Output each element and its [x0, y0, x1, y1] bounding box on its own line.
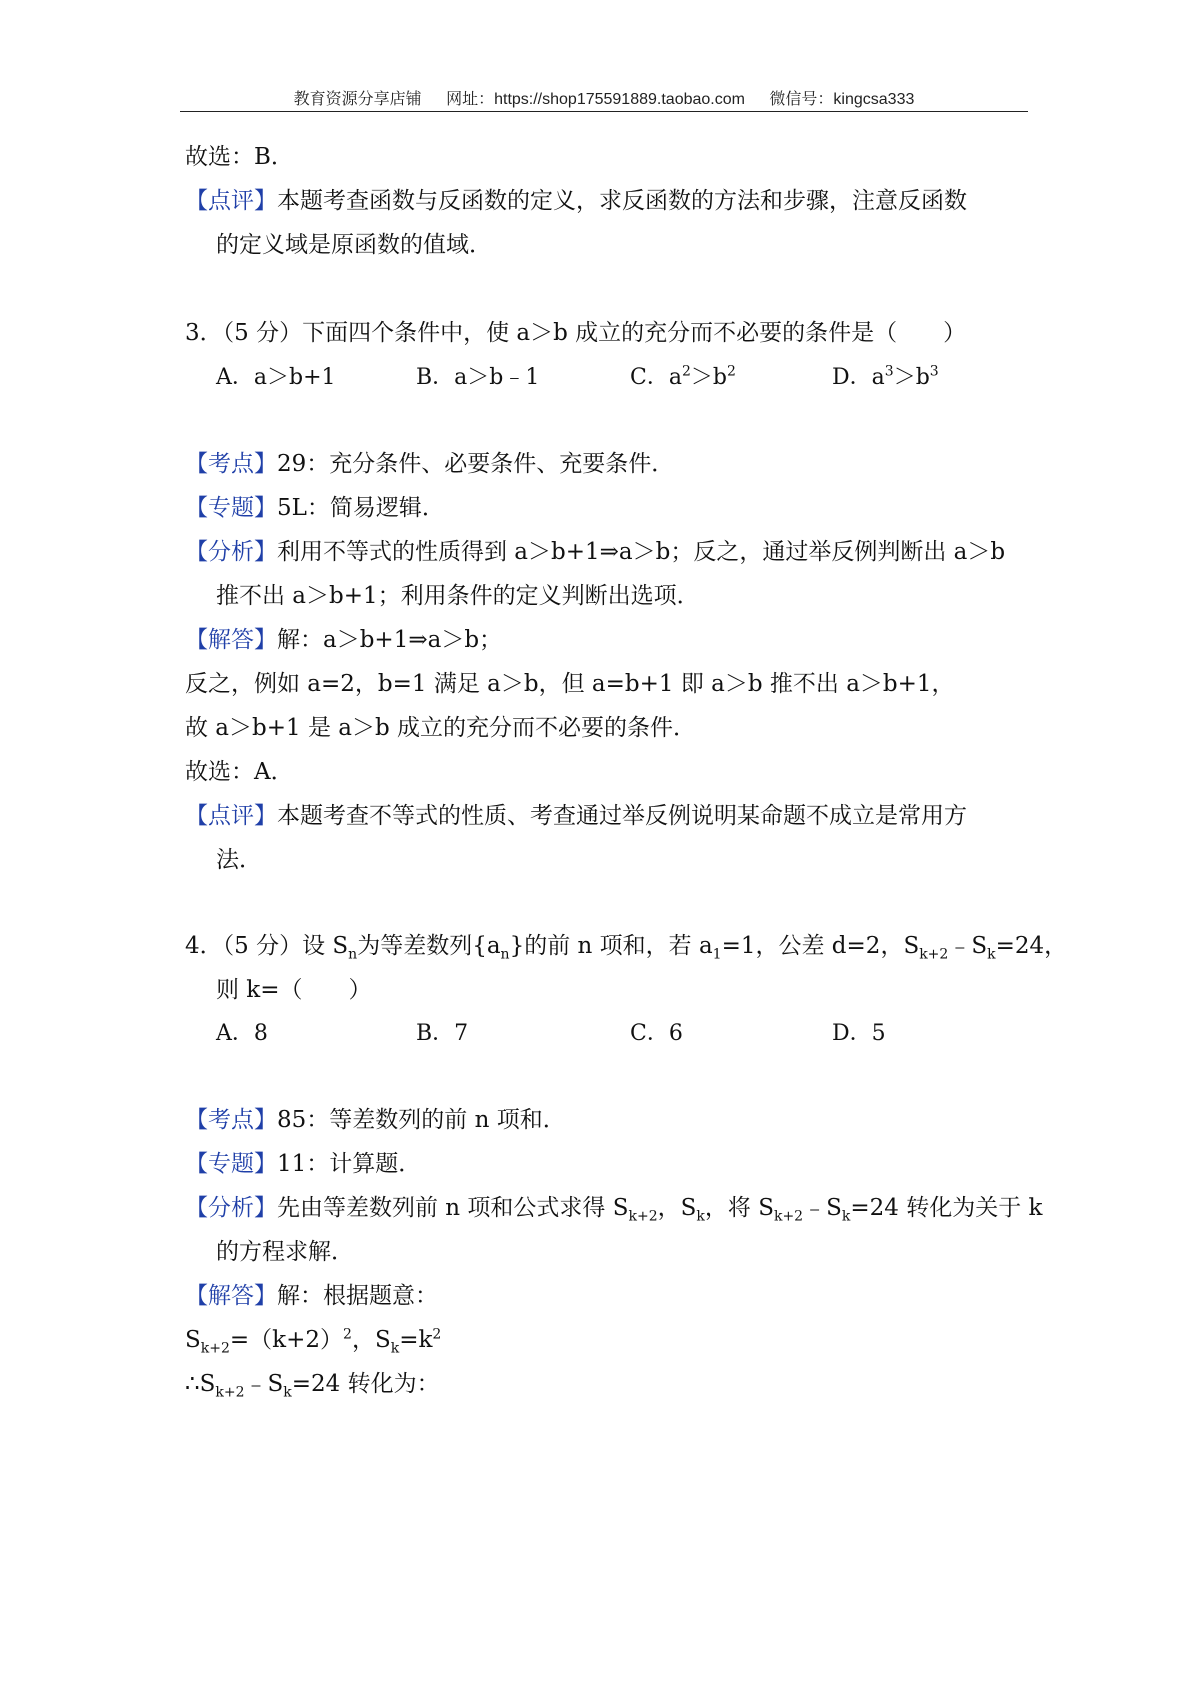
solution-tag: 【解答】 [185, 1283, 277, 1309]
sup-2: 2 [432, 1326, 442, 1343]
prev-review [185, 187, 967, 215]
shop-name: 教育资源分享店铺 [293, 91, 422, 108]
sub-n: n [348, 946, 358, 963]
q3-opt-c-mid: ＞b [690, 365, 727, 390]
sub-k: k [390, 1340, 400, 1357]
q4-topic-text: 11：计算题． [277, 1151, 422, 1177]
q4-stem-a: 4．（5 分）设 S [185, 933, 349, 959]
q4-analysis-c: ，将 S [704, 1195, 774, 1221]
sub-k: k [987, 946, 996, 963]
q4-minus: ﹣S [948, 933, 988, 959]
q3-review [185, 802, 967, 830]
q4-eq1-d: =k [399, 1327, 433, 1353]
q3-option-a: A．a＞b+1 [216, 365, 336, 390]
q4-analysis-d: =24 转化为关于 k [850, 1195, 1043, 1221]
sub-k: k [696, 1208, 705, 1225]
header-divider [180, 111, 1028, 112]
q4-stem-e: =24， [995, 933, 1068, 959]
q3-point-text: 29：充分条件、必要条件、充要条件． [277, 451, 675, 477]
solution-tag: 【解答】 [185, 627, 277, 653]
prev-review-text1: 本题考查函数与反函数的定义，求反函数的方法和步骤，注意反函数 [277, 188, 967, 214]
sub-n: n [500, 946, 510, 963]
q3-topic [185, 494, 445, 522]
q4-analysis-line2: 的方程求解． [216, 1239, 354, 1265]
q3-opt-d-mid: ＞b [893, 365, 930, 390]
q3-solution-line2: 故 a＞b+1 是 a＞b 成立的充分而不必要的条件． [185, 715, 697, 741]
q4-solution [185, 1282, 438, 1310]
q3-analysis-text1: 利用不等式的性质得到 a＞b+1⇒a＞b；反之，通过举反例判断出 a＞b [277, 539, 1006, 565]
q4-eq1-a: S [185, 1327, 201, 1353]
q3-analysis [185, 538, 1005, 566]
sub-k2: k+2 [773, 1208, 804, 1225]
q4-option-b: B．7 [416, 1021, 469, 1046]
sub-k2: k+2 [200, 1340, 230, 1357]
q4-topic [185, 1150, 421, 1178]
q3-point [185, 450, 674, 478]
analysis-tag: 【分析】 [185, 539, 277, 565]
q4-eq2 [185, 1370, 440, 1401]
sub-k: k [841, 1208, 851, 1225]
point-tag: 【考点】 [185, 451, 277, 477]
q4-eq1-b: =（k+2） [229, 1327, 344, 1353]
q3-stem: 3．（5 分）下面四个条件中，使 a＞b 成立的充分而不必要的条件是（ ） [185, 320, 967, 346]
q4-eq1 [185, 1326, 442, 1357]
q4-analysis-a: 先由等差数列前 n 项和公式求得 S [277, 1195, 629, 1221]
topic-tag: 【专题】 [185, 495, 277, 521]
q4-minus: ﹣S [803, 1195, 842, 1221]
q4-analysis-b: ，S [657, 1195, 697, 1221]
q4-eq2-a: ∴S [185, 1371, 216, 1397]
q3-opt-c-prefix: C．a [630, 365, 682, 390]
topic-tag: 【专题】 [185, 1151, 277, 1177]
q3-review-text1: 本题考查不等式的性质、考查通过举反例说明某命题不成立是常用方 [277, 803, 967, 829]
review-tag: 【点评】 [185, 188, 277, 214]
q3-choice: 故选：A． [185, 759, 294, 785]
q3-review-text2: 法． [216, 847, 262, 873]
prev-choice: 故选：B． [185, 144, 294, 170]
q4-solution-text: 解：根据题意： [277, 1283, 438, 1309]
q4-stem-b: 为等差数列{a [357, 933, 501, 959]
q4-point [185, 1106, 566, 1134]
prev-review-text2: 的定义域是原函数的值域． [216, 232, 492, 258]
point-tag: 【考点】 [185, 1107, 277, 1133]
q4-point-text: 85：等差数列的前 n 项和． [277, 1107, 566, 1133]
q3-option-c [630, 364, 736, 392]
sup-2: 2 [343, 1326, 352, 1343]
q3-option-d [832, 364, 939, 392]
q4-analysis [185, 1194, 1043, 1225]
q4-minus: ﹣S [244, 1371, 284, 1397]
q4-eq1-c: ，S [351, 1327, 391, 1353]
sub-k: k [283, 1384, 292, 1401]
q3-solution [185, 626, 502, 654]
q4-stem-line2: 则 k=（ ） [216, 977, 372, 1003]
page-header [180, 86, 1028, 109]
sub-k2: k+2 [215, 1384, 245, 1401]
q4-option-d: D．5 [832, 1021, 886, 1046]
q3-opt-d-prefix: D．a [832, 365, 885, 390]
q4-eq2-b: =24 转化为： [291, 1371, 440, 1397]
analysis-tag: 【分析】 [185, 1195, 277, 1221]
sub-k2: k+2 [919, 946, 949, 963]
sub-k2: k+2 [628, 1208, 658, 1225]
q4-option-c: C．6 [630, 1021, 683, 1046]
q4-stem-c: }的前 n 项和，若 a [509, 933, 713, 959]
sup-3: 3 [929, 363, 939, 380]
sub-1: 1 [712, 946, 722, 963]
review-tag: 【点评】 [185, 803, 277, 829]
q4-stem [185, 932, 1068, 963]
sup-2: 2 [726, 363, 736, 380]
sup-2: 2 [681, 363, 691, 380]
sup-3: 3 [884, 363, 894, 380]
q3-solution-text: 解：a＞b+1⇒a＞b； [277, 627, 503, 653]
q3-analysis-text2: 推不出 a＞b+1；利用条件的定义判断出选项． [216, 583, 700, 609]
q4-stem-d: =1，公差 d=2，S [721, 933, 920, 959]
wechat-id: 微信号：kingcsa333 [769, 91, 915, 108]
shop-url[interactable]: 网址：https://shop175591889.taobao.com [446, 91, 745, 108]
q3-solution-line1: 反之，例如 a=2，b=1 满足 a＞b，但 a=b+1 即 a＞b 推不出 a＞b+1， [185, 671, 955, 697]
q3-option-b: B．a＞b﹣1 [416, 365, 540, 390]
q4-option-a: A．8 [216, 1021, 268, 1046]
q3-topic-text: 5L：简易逻辑． [277, 495, 445, 521]
